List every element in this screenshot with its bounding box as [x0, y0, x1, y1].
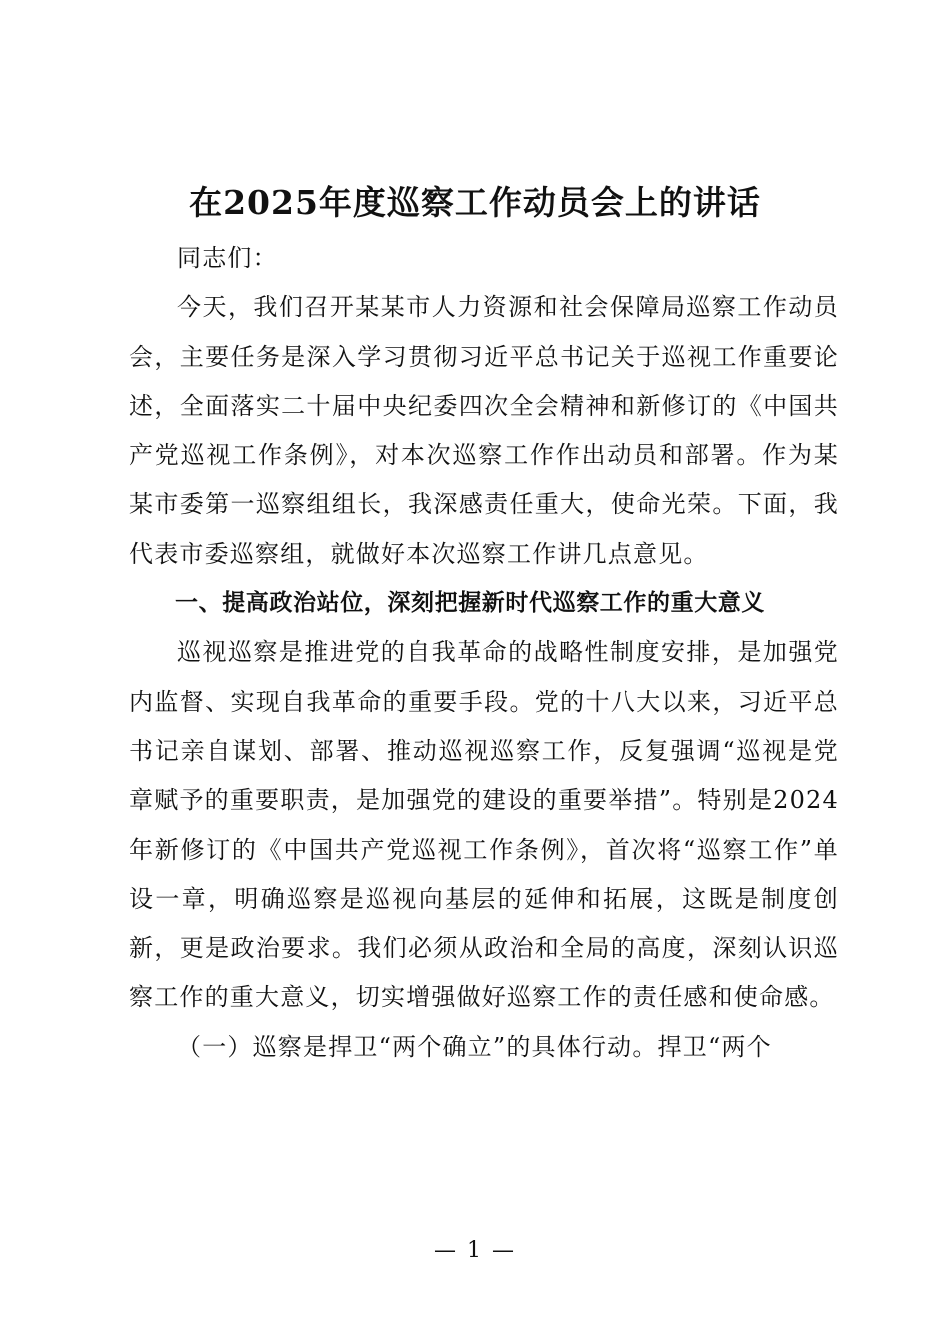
- section-heading: 一、提高政治站位，深刻把握新时代巡察工作的重大意义: [175, 590, 765, 617]
- subsection-paragraph: （一）巡察是捍卫“两个确立”的具体行动。捍卫“两个: [177, 1032, 772, 1061]
- intro-paragraph: 今天，我们召开某某市人力资源和社会保障局巡察工作动员会，主要任务是深入学习贯彻习近平总书记关于巡视工作重要论述，全面落实二十届中央纪委四次全会精神和新修订的《中国共产党巡视工作条例》，对本次巡察工作作出动员和部署。作为某某市委第一巡察组组长，我深感责任重大，使命光荣。下面，我代表市委巡察组，就做好本次巡察工作讲几点意见。: [129, 293, 839, 568]
- document-body: [129, 234, 839, 1072]
- greeting: 同志们：: [177, 244, 278, 272]
- document-title: 在2025年度巡察工作动员会上的讲话: [189, 183, 761, 222]
- page-number: — 1 —: [434, 1238, 516, 1263]
- section-paragraph: 巡视巡察是推进党的自我革命的战略性制度安排，是加强党内监督、实现自我革命的重要手段。党的十八大以来，习近平总书记亲自谋划、部署、推动巡视巡察工作，反复强调“巡视是党章赋予的重要职责，是加强党的建设的重要举措”。特别是2024年新修订的《中国共产党巡视工作条例》，首次将“巡察工作”单设一章，明确巡察是巡视向基层的延伸和拓展，这既是制度创新，更是政治要求。我们必须从政治和全局的高度，深刻认识巡察工作的重大意义，切实增强做好巡察工作的责任感和使命感。: [129, 638, 839, 1012]
